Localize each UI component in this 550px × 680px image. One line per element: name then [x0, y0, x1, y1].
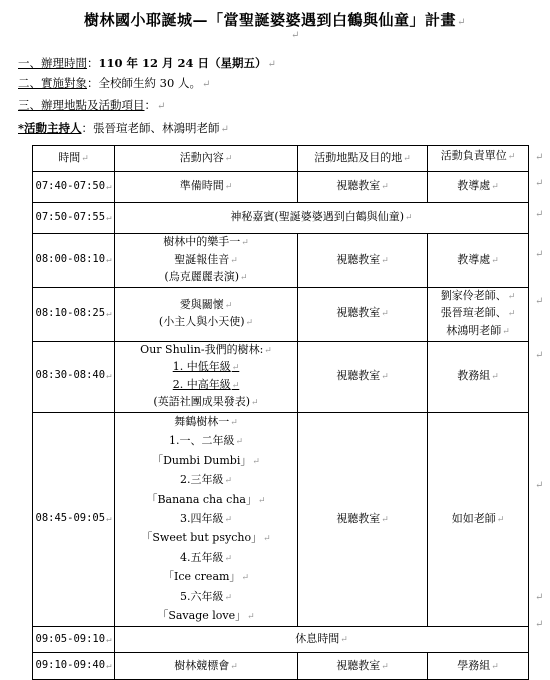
- place-cell: [298, 341, 428, 412]
- content-line-text: 「Savage love」: [157, 609, 247, 622]
- content-line: [117, 491, 295, 510]
- paragraph-mark-icon: ↵: [263, 534, 271, 545]
- paragraph-mark-icon: ↵: [340, 635, 348, 646]
- time-cell: [33, 627, 115, 653]
- row-end-mark-icon: ↵: [535, 480, 544, 491]
- paragraph-mark-icon: ↵: [106, 661, 112, 672]
- paragraph-mark-icon: ↵: [224, 553, 233, 564]
- time-text: 08:30-08:40: [35, 369, 106, 382]
- paragraph-mark-icon: ↵: [403, 153, 411, 164]
- place-cell: [298, 653, 428, 680]
- paragraph-mark-icon: ↵: [241, 238, 249, 248]
- unit-text: 如如老師: [451, 511, 496, 525]
- place-cell: [298, 287, 428, 341]
- content-line-text: (英語社團成果發表): [153, 395, 251, 409]
- paragraph-mark-icon: ↵: [502, 326, 510, 337]
- unit-text: 教務組: [457, 368, 491, 382]
- merged-cell: [115, 203, 529, 234]
- table-row: [33, 627, 529, 653]
- table-row: [33, 234, 529, 288]
- content-line: [117, 359, 295, 377]
- paragraph-mark-icon: ↵: [81, 153, 89, 164]
- row-end-mark-icon: ↵: [535, 178, 544, 189]
- paragraph-mark-icon: ↵: [507, 291, 516, 302]
- info-date-value: 110 年 12 月 24 日（星期五）: [98, 56, 267, 70]
- info-target: [18, 76, 210, 92]
- info-venue-label: 三、辦理地點及活動項目: [18, 98, 145, 112]
- paragraph-mark-icon: ↵: [496, 514, 505, 525]
- content-line-text: 「Ice cream」: [163, 570, 241, 584]
- paragraph-mark-icon: ↵: [381, 514, 389, 525]
- header-unit: [428, 146, 529, 172]
- unit-cell: [428, 287, 529, 341]
- table-header-row: [33, 146, 529, 172]
- content-line: [117, 394, 295, 412]
- paragraph-mark-icon: ↵: [507, 309, 516, 320]
- content-line-text: 5.六年級: [179, 589, 224, 603]
- table-row: [33, 341, 529, 412]
- content-line-text: 「Dumbi Dumbi」: [152, 453, 252, 467]
- unit-text: 教導處: [457, 252, 491, 266]
- time-text: 08:45-09:05: [35, 512, 106, 525]
- row-end-mark-icon: ↵: [535, 592, 544, 603]
- unit-cell: [428, 412, 529, 626]
- paragraph-mark-icon: ↵: [230, 255, 238, 266]
- document-title: [0, 9, 550, 30]
- content-line-text: Our Shulin-我們的樹林:: [140, 342, 264, 356]
- paragraph-mark-icon: ↵: [157, 101, 166, 112]
- paragraph-mark-icon: ↵: [264, 345, 272, 356]
- content-text: 樹林競標會: [174, 658, 230, 672]
- table-row: [33, 172, 529, 203]
- content-line-text: 「Sweet but psycho」: [141, 531, 263, 545]
- time-text: 08:10-08:25: [35, 306, 106, 319]
- content-line: [117, 297, 295, 315]
- paragraph-mark-icon: ↵: [106, 255, 112, 266]
- content-line: [117, 377, 295, 395]
- content-line: [117, 252, 295, 270]
- content-line: [117, 568, 295, 587]
- merged-text: 神秘嘉賓(聖誕婆婆遇到白鶴與仙童): [230, 210, 405, 224]
- content-line-text: 「Banana cha cha」: [146, 492, 257, 506]
- content-line: [117, 234, 295, 252]
- time-text: 08:00-08:10: [35, 253, 106, 266]
- table-row: [33, 412, 529, 626]
- place-cell: [298, 412, 428, 626]
- content-cell: [115, 341, 298, 412]
- paragraph-mark-icon: ↵: [381, 371, 389, 382]
- info-date-sep: ：: [87, 56, 99, 70]
- paragraph-mark-icon: ↵: [220, 124, 229, 135]
- content-line: [117, 549, 295, 568]
- paragraph-mark-icon: ↵: [267, 59, 276, 70]
- row-end-mark-icon: ↵: [535, 619, 544, 630]
- row-end-mark-icon: ↵: [535, 152, 544, 163]
- content-line: [117, 510, 295, 529]
- place-text: 視聽教室: [336, 306, 381, 320]
- info-venue: [18, 98, 165, 114]
- info-host-label: *活動主持人: [18, 121, 82, 135]
- row-end-mark-icon: ↵: [535, 209, 544, 220]
- paragraph-mark-icon: ↵: [381, 255, 389, 266]
- paragraph-mark-icon: ↵: [106, 514, 112, 525]
- paragraph-mark-icon: ↵: [224, 182, 233, 193]
- paragraph-mark-icon: ↵: [247, 612, 255, 622]
- paragraph-mark-icon: ↵: [224, 592, 233, 603]
- place-text: 視聽教室: [336, 179, 381, 193]
- header-time: [33, 146, 115, 172]
- paragraph-mark-icon: ↵: [405, 213, 413, 224]
- paragraph-mark-icon: ↵: [491, 661, 499, 672]
- content-line-text: 愛與關懷: [179, 297, 224, 311]
- content-line-text: 1.一、二年級: [168, 434, 235, 448]
- paragraph-mark-icon: ↵: [224, 476, 233, 487]
- merged-text: 休息時間: [295, 632, 340, 646]
- time-text: 09:05-09:10: [35, 632, 106, 645]
- unit-text: 教導處: [457, 179, 491, 193]
- content-cell: [115, 172, 298, 203]
- time-cell: [33, 341, 115, 412]
- table-row: [33, 653, 529, 680]
- paragraph-mark-icon: ↵: [251, 398, 259, 409]
- content-line-text: 4.五年級: [179, 550, 224, 564]
- place-text: 視聽教室: [336, 368, 381, 382]
- content-line-text: 樹林中的樂手一: [163, 235, 241, 248]
- paragraph-mark-icon: ↵: [245, 318, 254, 329]
- info-venue-value: ：: [144, 98, 156, 112]
- paragraph-mark-icon: ↵: [457, 17, 466, 28]
- header-time-text: 時間: [58, 150, 81, 164]
- unit-line: [430, 323, 526, 341]
- info-date: [18, 56, 276, 72]
- paragraph-mark-icon: ↵: [252, 456, 260, 467]
- info-target-value: ：全校師生約 30 人。: [87, 76, 201, 90]
- content-line: [117, 452, 295, 471]
- header-content: [115, 146, 298, 172]
- row-end-mark-icon: ↵: [535, 350, 544, 361]
- unit-cell: [428, 172, 529, 203]
- content-line-text: (小主人與小天使): [158, 315, 245, 329]
- unit-line: [430, 305, 526, 323]
- time-cell: [33, 234, 115, 288]
- unit-cell: [428, 341, 529, 412]
- content-line: [117, 471, 295, 490]
- content-line: [117, 314, 295, 332]
- paragraph-mark-icon: ↵: [381, 661, 389, 672]
- content-line: [117, 588, 295, 607]
- paragraph-mark-icon: ↵: [491, 255, 499, 266]
- paragraph-mark-icon: ↵: [201, 79, 211, 90]
- place-text: 視聽教室: [336, 511, 381, 525]
- info-host: [18, 121, 229, 137]
- content-line: [117, 269, 295, 287]
- paragraph-mark-icon: ↵: [381, 309, 389, 320]
- content-cell: [115, 234, 298, 288]
- header-place: [298, 146, 428, 172]
- time-cell: [33, 172, 115, 203]
- paragraph-mark-icon: ↵: [381, 182, 389, 193]
- content-cell: [115, 653, 298, 680]
- content-line: [117, 432, 295, 451]
- content-line-text: (烏克麗麗表演): [164, 270, 240, 284]
- unit-line: [430, 288, 526, 306]
- paragraph-mark-icon: ↵: [230, 417, 238, 428]
- paragraph-mark-icon: ↵: [224, 300, 233, 311]
- paragraph-mark-icon: ↵: [224, 514, 233, 525]
- place-text: 視聽教室: [336, 252, 381, 266]
- paragraph-mark-icon: ↵: [230, 661, 238, 672]
- content-line-text: 2. 中高年級: [172, 377, 231, 391]
- unit-line-text: 林鴻明老師: [446, 323, 502, 337]
- content-cell: [115, 412, 298, 626]
- info-date-label: 一、辦理時間: [18, 56, 87, 70]
- time-text: 07:40-07:50: [35, 179, 106, 192]
- paragraph-mark-icon: ↵: [240, 273, 248, 284]
- unit-cell: [428, 234, 529, 288]
- content-line: [117, 342, 295, 360]
- paragraph-mark-icon: ↵: [241, 573, 249, 584]
- paragraph-mark-icon: ↵: [106, 181, 112, 192]
- paragraph-mark-icon: ↵: [231, 380, 240, 391]
- table-row: [33, 287, 529, 341]
- unit-line-text: 劉家伶老師、: [440, 288, 507, 302]
- unit-line-text: 張晉瑄老師、: [440, 306, 507, 320]
- document-title-text: 樹林國小耶誕城—「當聖誕婆婆遇到白鶴與仙童」計畫: [84, 11, 457, 29]
- header-unit-text: 活動負責單位: [440, 149, 507, 162]
- paragraph-mark-icon: ↵: [491, 371, 499, 382]
- paragraph-mark-icon: ↵: [231, 363, 240, 374]
- place-cell: [298, 172, 428, 203]
- paragraph-mark-icon: ↵: [106, 212, 112, 223]
- content-line: [117, 413, 295, 432]
- header-place-text: 活動地點及目的地: [314, 150, 403, 164]
- place-text: 視聽教室: [336, 658, 381, 672]
- info-host-value: ：張晉瑄老師、林鴻明老師: [81, 121, 220, 135]
- time-cell: [33, 412, 115, 626]
- content-line: [117, 529, 295, 548]
- info-target-label: 二、實施對象: [18, 76, 87, 90]
- paragraph-mark-icon: ↵: [224, 153, 233, 164]
- paragraph-mark-icon: ↵: [106, 308, 112, 319]
- content-text: 準備時間: [179, 179, 224, 193]
- content-cell: [115, 287, 298, 341]
- paragraph-mark-icon: ↵: [235, 437, 244, 448]
- paragraph-mark-icon: ↵: [106, 371, 112, 382]
- header-content-text: 活動內容: [179, 150, 224, 164]
- paragraph-mark-icon: ↵: [106, 634, 112, 645]
- table-row: [33, 203, 529, 234]
- content-line-text: 2.三年級: [179, 473, 224, 487]
- row-end-mark-icon: ↵: [535, 296, 544, 307]
- merged-cell: [115, 627, 529, 653]
- content-line-text: 1. 中低年級: [172, 360, 231, 374]
- content-line-text: 3.四年級: [179, 511, 224, 525]
- time-cell: [33, 287, 115, 341]
- unit-text: 學務組: [457, 658, 491, 672]
- place-cell: [298, 234, 428, 288]
- unit-cell: [428, 653, 529, 680]
- time-cell: [33, 203, 115, 234]
- paragraph-mark-icon: ↵: [507, 152, 516, 162]
- time-cell: [33, 653, 115, 680]
- time-text: 09:10-09:40: [35, 659, 106, 672]
- paragraph-mark-icon: ↵: [257, 495, 266, 506]
- time-text: 07:50-07:55: [35, 210, 106, 223]
- content-line-text: 舞鶴樹林一: [174, 414, 230, 428]
- paragraph-mark-icon: ↵: [491, 182, 499, 193]
- row-end-mark-icon: ↵: [535, 249, 544, 260]
- paragraph-mark-icon: ↵: [291, 30, 300, 41]
- content-line: [117, 607, 295, 626]
- schedule-table: [32, 145, 529, 680]
- content-line-text: 聖誕報佳音: [174, 252, 230, 266]
